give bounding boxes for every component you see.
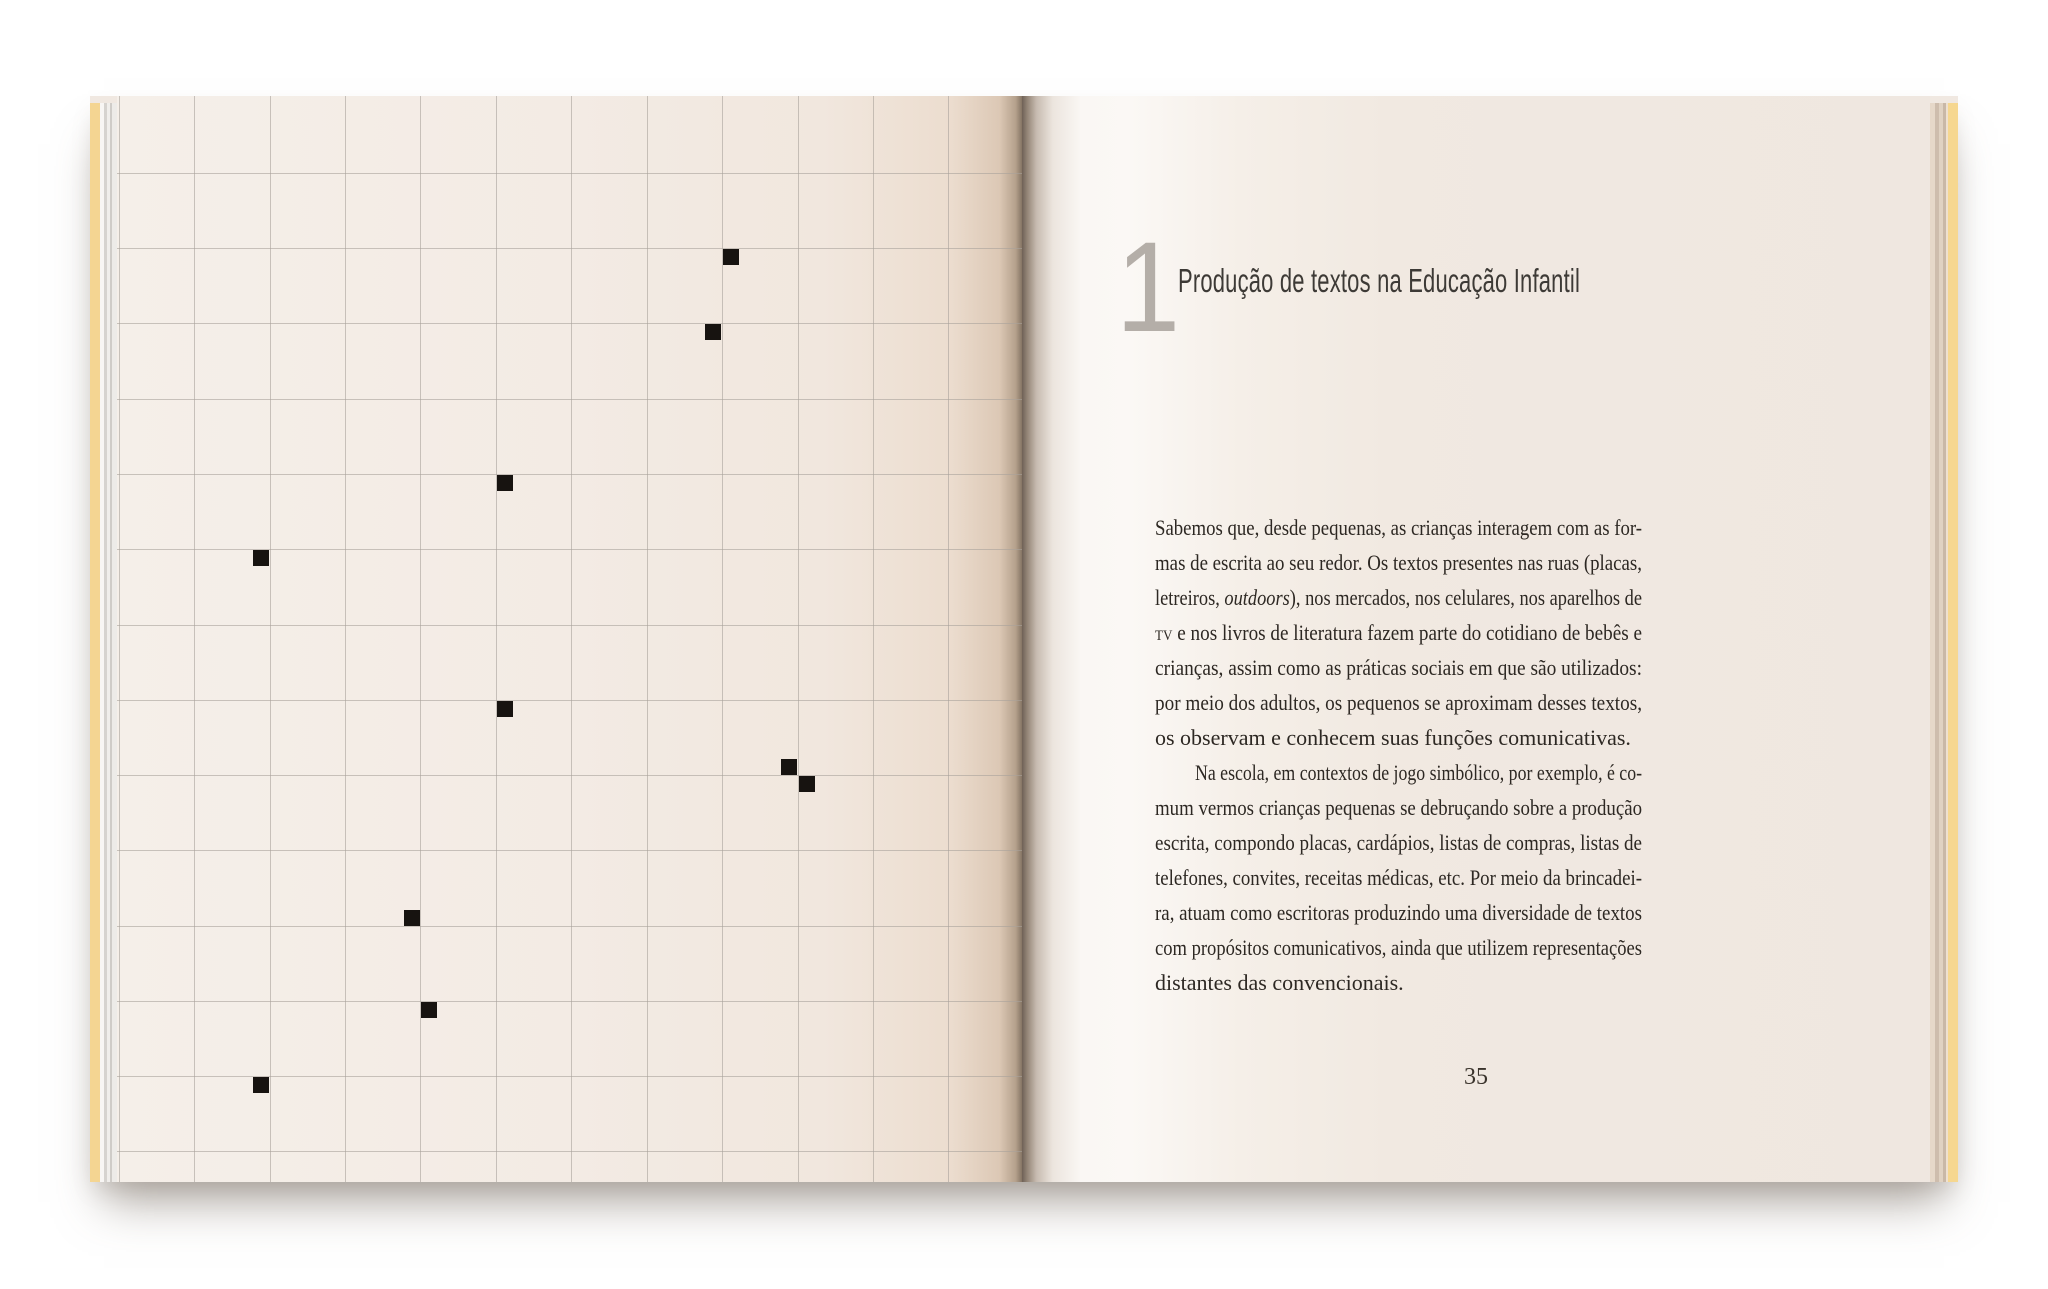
- left-cover-edge: [90, 103, 117, 1182]
- page-edge-strip: [1948, 103, 1958, 1182]
- grid-column-line: [948, 96, 949, 1182]
- grid-column-line: [496, 96, 497, 1182]
- chapter-title: [1178, 262, 1778, 300]
- italic-text-segment: outdoors: [1224, 585, 1290, 610]
- body-line-text: [1155, 895, 1642, 930]
- right-page: [1022, 96, 1930, 1182]
- body-line: [1155, 545, 1642, 580]
- pattern-square: [497, 475, 513, 491]
- body-line: [1155, 825, 1642, 860]
- pattern-square: [404, 910, 420, 926]
- grid-column-line: [270, 96, 271, 1182]
- body-line-text: [1155, 965, 1404, 1000]
- text-segment: e nos livros de literatura fazem parte do cotidiano de bebês e: [1172, 620, 1642, 645]
- grid-row-line: [117, 248, 1022, 249]
- body-line-text: [1155, 720, 1631, 755]
- text-segment: mum vermos crianças pequenas se debruçando sobre a produção: [1155, 795, 1642, 820]
- body-line: [1155, 895, 1642, 930]
- grid-column-line: [647, 96, 648, 1182]
- page-number: 35: [1464, 1064, 1488, 1090]
- body-line-text: [1155, 930, 1642, 965]
- pattern-square: [421, 1002, 437, 1018]
- text-segment: com propósitos comunicativos, ainda que utilizem representações: [1155, 935, 1642, 960]
- body-line-text: [1195, 755, 1642, 790]
- text-segment: Na escola, em contextos de jogo simbólico, por exemplo, é co-: [1195, 760, 1643, 785]
- body-line: [1155, 860, 1642, 895]
- page-edge-strip: [90, 103, 100, 1182]
- body-line: [1155, 510, 1642, 545]
- grid-column-line: [571, 96, 572, 1182]
- pattern-square: [705, 324, 721, 340]
- grid-row-line: [117, 474, 1022, 475]
- text-segment: distantes das convencionais.: [1155, 970, 1404, 995]
- body-line-text: [1155, 860, 1642, 895]
- pattern-square: [253, 1077, 269, 1093]
- body-line: [1155, 580, 1642, 615]
- grid-column-line: [798, 96, 799, 1182]
- body-text: [1155, 510, 1642, 1000]
- text-segment: Sabemos que, desde pequenas, as crianças interagem com as for-: [1155, 515, 1643, 540]
- text-segment: ), nos mercados, nos celulares, nos aparelhos de: [1289, 585, 1643, 610]
- body-line-text: [1155, 825, 1642, 860]
- body-line: [1155, 615, 1642, 650]
- body-line: [1155, 685, 1642, 720]
- text-segment: escrita, compondo placas, cardápios, listas de compras, listas de: [1155, 830, 1643, 855]
- grid-row-line: [117, 173, 1022, 174]
- grid-column-line: [194, 96, 195, 1182]
- grid-row-line: [117, 775, 1022, 776]
- body-line-text: [1155, 790, 1642, 825]
- left-page-grid-pattern: [117, 96, 1022, 1182]
- open-book-spread: [90, 96, 1958, 1182]
- chapter-number: 1: [1116, 216, 1181, 359]
- grid-row-line: [117, 1001, 1022, 1002]
- text-segment: os observam e conhecem suas funções comunicativas.: [1155, 725, 1631, 750]
- body-line-text: [1155, 545, 1642, 580]
- body-line: [1155, 720, 1642, 755]
- pattern-square: [253, 550, 269, 566]
- text-segment: crianças, assim como as práticas sociais em que são utilizados:: [1155, 655, 1643, 680]
- body-line-text: [1155, 580, 1642, 615]
- pattern-square: [497, 701, 513, 717]
- text-segment: ra, atuam como escritoras produzindo uma diversidade de textos: [1155, 900, 1642, 925]
- pattern-square: [799, 776, 815, 792]
- body-line: [1155, 930, 1642, 965]
- pattern-square: [781, 759, 797, 775]
- body-line: [1155, 755, 1642, 790]
- right-cover-edge: [1930, 103, 1958, 1182]
- body-line: [1155, 790, 1642, 825]
- grid-row-line: [117, 625, 1022, 626]
- grid-row-line: [117, 399, 1022, 400]
- grid-row-line: [117, 323, 1022, 324]
- body-line-text: [1155, 615, 1642, 650]
- text-segment: telefones, convites, receitas médicas, etc. Por meio da brincadei-: [1155, 865, 1642, 890]
- body-line: [1155, 965, 1642, 1000]
- text-segment: mas de escrita ao seu redor. Os textos presentes nas ruas (placas,: [1155, 550, 1642, 575]
- body-line-text: [1155, 685, 1642, 720]
- chapter-title-text: Produção de textos na Educação Infantil: [1178, 262, 1581, 299]
- body-line-text: [1155, 510, 1642, 545]
- text-segment: por meio dos adultos, os pequenos se aproximam desses textos,: [1155, 690, 1643, 715]
- grid-column-line: [345, 96, 346, 1182]
- grid-row-line: [117, 850, 1022, 851]
- grid-row-line: [117, 1151, 1022, 1152]
- text-segment: letreiros,: [1155, 585, 1225, 610]
- grid-column-line: [420, 96, 421, 1182]
- grid-row-line: [117, 926, 1022, 927]
- grid-row-line: [117, 700, 1022, 701]
- body-line: [1155, 650, 1642, 685]
- smallcaps-text-segment: tv: [1155, 620, 1173, 645]
- grid-column-line: [873, 96, 874, 1182]
- pattern-square: [723, 249, 739, 265]
- body-line-text: [1155, 650, 1642, 685]
- grid-column-line: [119, 96, 120, 1182]
